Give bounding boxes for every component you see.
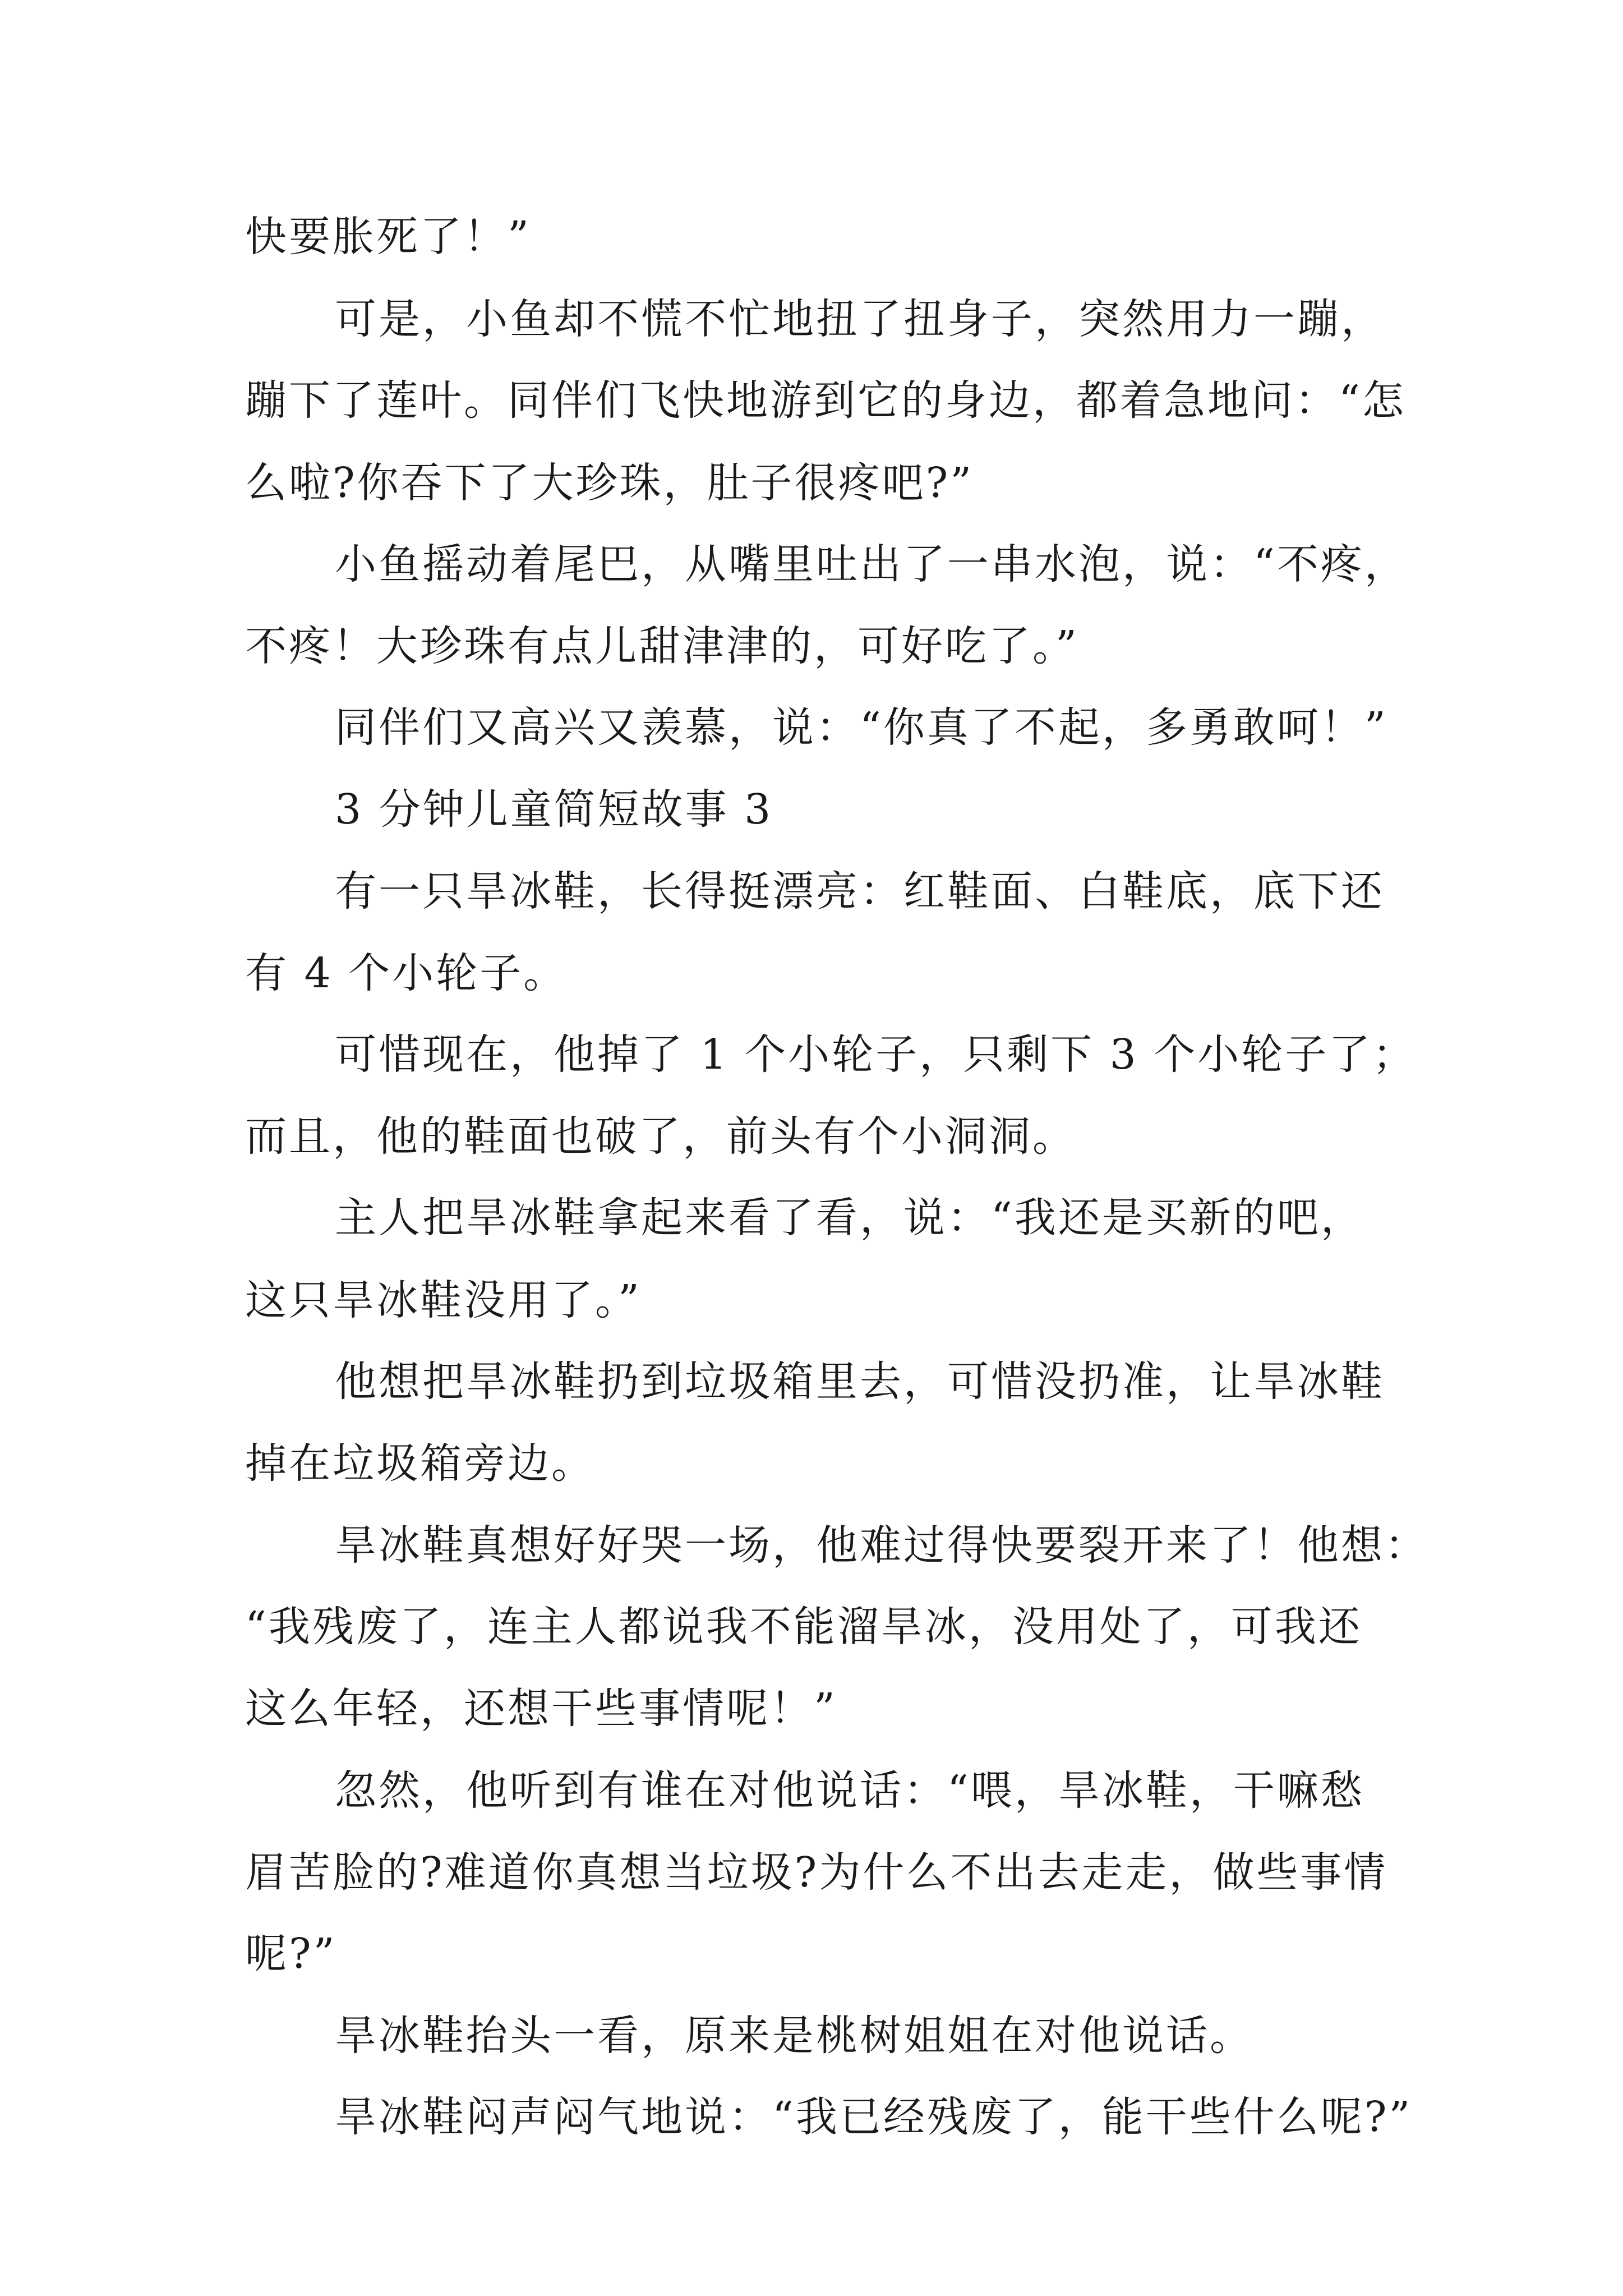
text-line: 同伴们又高兴又羡慕，说：“你真了不起，多勇敢呵！” — [335, 703, 1388, 752]
text-line: 他想把旱冰鞋扔到垃圾箱里去，可惜没扔准，让旱冰鞋 — [335, 1358, 1385, 1406]
text-line: 么啦?你吞下了大珍珠，肚子很疼吧?” — [245, 459, 974, 507]
text-line: 这只旱冰鞋没用了。” — [245, 1276, 642, 1324]
text-line: 这么年轻，还想干些事情呢！” — [245, 1685, 837, 1733]
text-line: 不疼！大珍珠有点儿甜津津的，可好吃了。” — [245, 622, 1079, 670]
text-line: 有一只旱冰鞋，长得挺漂亮：红鞋面、白鞋底，底下还 — [335, 867, 1385, 915]
text-line: 可惜现在，他掉了 1 个小轮子，只剩下 3 个小轮子了； — [335, 1030, 1417, 1079]
text-line: 眉苦脸的?难道你真想当垃圾?为什么不出去走走，做些事情 — [245, 1848, 1388, 1897]
text-line: 呢?” — [245, 1930, 337, 1978]
text-line: 蹦下了莲叶。同伴们飞快地游到它的身边，都着急地问：“怎 — [245, 376, 1406, 425]
text-line: 而且，他的鞋面也破了，前头有个小洞洞。 — [245, 1112, 1076, 1161]
text-line: 快要胀死了！” — [245, 213, 531, 261]
text-line: “我残废了，连主人都说我不能溜旱冰，没用处了，可我还 — [245, 1603, 1362, 1651]
text-line: 主人把旱冰鞋拿起来看了看，说：“我还是买新的吧， — [335, 1194, 1364, 1242]
section-heading: 3 分钟儿童简短故事 3 — [335, 785, 773, 834]
text-line: 小鱼摇动着尾巴，从嘴里吐出了一串水泡，说：“不疼， — [335, 540, 1408, 588]
text-line: 忽然，他听到有谁在对他说话：“喂，旱冰鞋，干嘛愁 — [335, 1766, 1364, 1815]
text-line: 有 4 个小轮子。 — [245, 949, 568, 997]
text-line: 旱冰鞋抬头一看，原来是桃树姐姐在对他说话。 — [335, 2012, 1253, 2060]
text-line: 旱冰鞋真想好好哭一场，他难过得快要裂开来了！他想： — [335, 1521, 1428, 1570]
text-line: 可是，小鱼却不慌不忙地扭了扭身子，突然用力一蹦， — [335, 295, 1385, 343]
text-line: 旱冰鞋闷声闷气地说：“我已经残废了，能干些什么呢?” — [335, 2093, 1413, 2141]
text-line: 掉在垃圾箱旁边。 — [245, 1439, 595, 1488]
